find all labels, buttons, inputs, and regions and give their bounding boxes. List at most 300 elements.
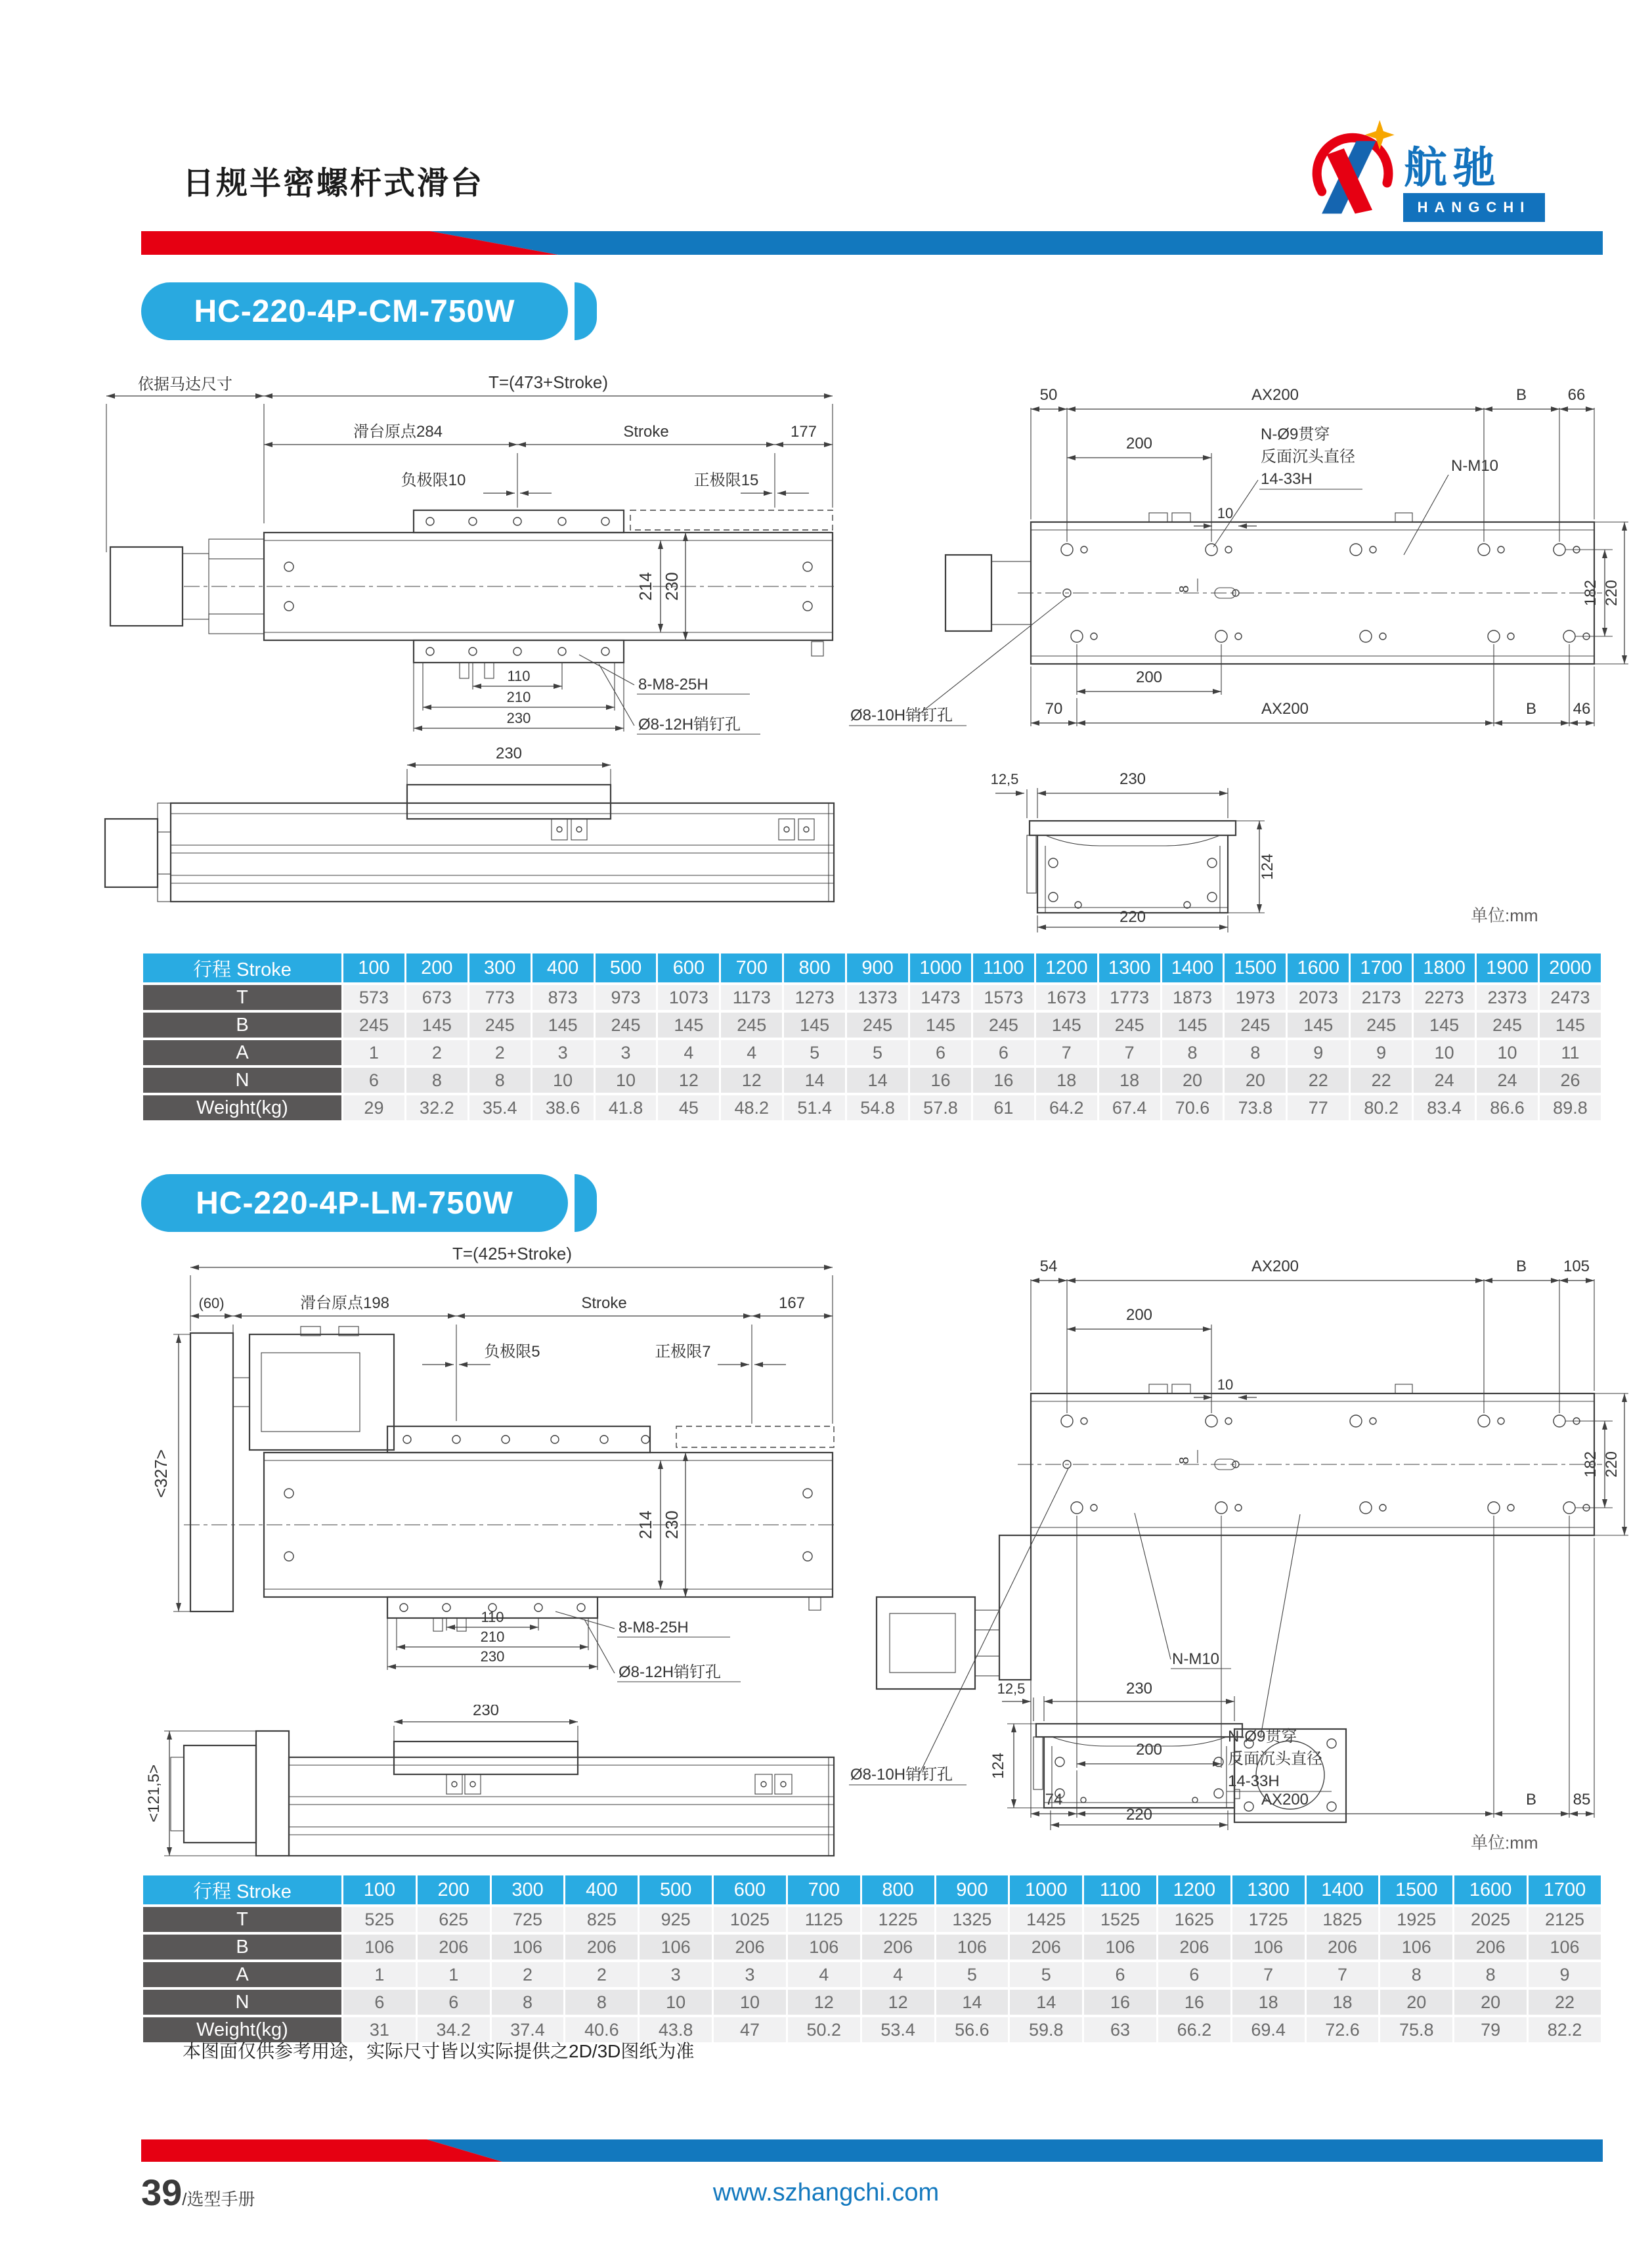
model-badge-lm-label: HC-220-4P-LM-750W: [141, 1174, 568, 1232]
spec-value: 1725: [1232, 1907, 1305, 1932]
spec-value: 2273: [1414, 985, 1475, 1010]
dim-width-214: 214: [636, 1510, 655, 1539]
stroke-column-header: 1400: [1307, 1875, 1379, 1904]
spec-value: 106: [343, 1935, 416, 1960]
spec-value: 245: [721, 1013, 782, 1038]
spec-value: 625: [418, 1907, 490, 1932]
spec-row-N: [143, 1990, 1601, 2015]
label-tap-holes: 8-M8-25H: [638, 676, 708, 693]
spec-value: 7: [1307, 1962, 1379, 1987]
row-label: B: [143, 1935, 341, 1960]
page-number: 39: [141, 2172, 183, 2213]
spec-value: 37.4: [492, 2017, 564, 2042]
spec-value: 11: [1540, 1040, 1601, 1065]
label-nm10: N-M10: [1172, 1650, 1220, 1668]
stroke-column-header: 700: [721, 953, 782, 982]
spec-value: 8: [565, 1990, 638, 2015]
dim-b-bottom: B: [1525, 700, 1537, 718]
dim-110: 110: [481, 1609, 504, 1625]
stroke-column-header: 1000: [910, 953, 971, 982]
spec-value: 145: [1036, 1013, 1097, 1038]
label-pin-hole-12h: Ø8-12H销钉孔: [638, 716, 741, 734]
spec-value: 14: [784, 1068, 845, 1093]
stroke-column-header: 2000: [1540, 953, 1601, 982]
dim-end-clearance: 167: [778, 1294, 806, 1312]
spec-value: 2173: [1351, 985, 1412, 1010]
spec-value: 206: [1307, 1935, 1379, 1960]
spec-value: 145: [784, 1013, 845, 1038]
spec-value: 1925: [1380, 1907, 1452, 1932]
spec-value: 1525: [1084, 1907, 1156, 1932]
label-n9-line1: N-Ø9贯穿: [1228, 1728, 1297, 1745]
spec-value: 4: [788, 1962, 860, 1987]
stroke-column-header: 400: [565, 1875, 638, 1904]
stroke-column-header: 700: [788, 1875, 860, 1904]
spec-value: 145: [1414, 1013, 1475, 1038]
label-n9-line2: 反面沉头直径: [1228, 1750, 1322, 1768]
spec-value: 3: [533, 1040, 594, 1065]
stroke-column-header: 1800: [1414, 953, 1475, 982]
spec-value: 1573: [973, 985, 1034, 1010]
dim-edge-right: 66: [1567, 386, 1586, 404]
dim-pos-limit: 正极限15: [693, 471, 759, 489]
spec-value: 12: [862, 1990, 934, 2015]
stroke-column-header: 500: [596, 953, 657, 982]
stroke-column-header: 1500: [1380, 1875, 1452, 1904]
spec-value: 206: [714, 1935, 786, 1960]
spec-value: 10: [533, 1068, 594, 1093]
spec-value: 106: [492, 1935, 564, 1960]
dim-motor-note: 依据马达尺寸: [138, 376, 232, 393]
spec-value: 1425: [1010, 1907, 1082, 1932]
stroke-column-header: 1600: [1454, 1875, 1527, 1904]
spec-value: 6: [910, 1040, 971, 1065]
model-badge-lm: [141, 1174, 601, 1232]
spec-value: 72.6: [1307, 2017, 1379, 2042]
dim-bottom-left: 70: [1045, 700, 1063, 718]
spec-value: 63: [1084, 2017, 1156, 2042]
spec-value: 8: [406, 1068, 467, 1093]
stroke-column-header: 800: [862, 1875, 934, 1904]
spec-value: 67.4: [1099, 1095, 1160, 1120]
spec-value: 245: [1099, 1013, 1160, 1038]
row-label: Weight(kg): [143, 2017, 341, 2042]
spec-value: 825: [565, 1907, 638, 1932]
spec-value: 53.4: [862, 2017, 934, 2042]
spec-value: 14: [936, 1990, 1009, 2015]
spec-value: 12: [788, 1990, 860, 2015]
spec-value: 16: [1158, 1990, 1230, 2015]
stroke-column-header: 100: [343, 1875, 416, 1904]
spec-value: 54.8: [847, 1095, 908, 1120]
spec-value: 145: [1162, 1013, 1223, 1038]
spec-value: 6: [1084, 1962, 1156, 1987]
spec-value: 8: [492, 1990, 564, 2015]
spec-value: 2025: [1454, 1907, 1527, 1932]
dim-220: 220: [1603, 579, 1620, 607]
spec-value: 59.8: [1010, 2017, 1082, 2042]
spec-value: 47: [714, 2017, 786, 2042]
stroke-column-header: 600: [714, 1875, 786, 1904]
spec-value: 106: [788, 1935, 860, 1960]
spec-value: 1: [418, 1962, 490, 1987]
stroke-column-header: 900: [847, 953, 908, 982]
spec-value: 5: [1010, 1962, 1082, 1987]
spec-value: 2: [492, 1962, 564, 1987]
spec-value: 7: [1036, 1040, 1097, 1065]
spec-value: 2073: [1288, 985, 1349, 1010]
label-n9-line3: 14-33H: [1261, 470, 1313, 488]
spec-value: 245: [596, 1013, 657, 1038]
website-block: [0, 2179, 1652, 2207]
stroke-column-header: 600: [658, 953, 719, 982]
spec-value: 10: [1414, 1040, 1475, 1065]
spec-value: 1973: [1225, 985, 1286, 1010]
spec-value: 18: [1232, 1990, 1305, 2015]
stroke-column-header: 1300: [1099, 953, 1160, 982]
dim-top-230: 230: [1119, 770, 1146, 788]
spec-value: 206: [1010, 1935, 1082, 1960]
dim-230-bottom: 230: [506, 710, 531, 726]
spec-value: 1673: [1036, 985, 1097, 1010]
dim-base-220: 220: [1119, 908, 1146, 926]
spec-value: 245: [1225, 1013, 1286, 1038]
spec-row-N: [143, 1068, 1601, 1093]
spec-value: 245: [1477, 1013, 1538, 1038]
spec-value: 24: [1414, 1068, 1475, 1093]
spec-value: 50.2: [788, 2017, 860, 2042]
label-n9-line1: N-Ø9贯穿: [1261, 426, 1330, 443]
spec-value: 14: [1010, 1990, 1082, 2015]
row-label: A: [143, 1962, 341, 1987]
stroke-column-header: 1400: [1162, 953, 1223, 982]
dim-200-top: 200: [1125, 1306, 1153, 1324]
spec-value: 43.8: [640, 2017, 712, 2042]
spec-value: 32.2: [406, 1095, 467, 1120]
spec-value: 10: [596, 1068, 657, 1093]
dim-230-bottom: 230: [480, 1648, 505, 1665]
spec-value: 83.4: [1414, 1095, 1475, 1120]
spec-value: 82.2: [1529, 2017, 1601, 2042]
spec-value: 145: [533, 1013, 594, 1038]
dim-edge-left: 54: [1039, 1258, 1058, 1275]
spec-value: 64.2: [1036, 1095, 1097, 1120]
dim-height-124: 124: [989, 1752, 1007, 1780]
spec-value: 1325: [936, 1907, 1009, 1932]
stroke-column-header: 1600: [1288, 953, 1349, 982]
stroke-header: 行程 Stroke: [143, 953, 341, 982]
spec-value: 22: [1529, 1990, 1601, 2015]
lm-cross-section-drawing: [985, 1678, 1445, 1842]
dim-offset-12-5: 12,5: [997, 1680, 1026, 1697]
spec-row-A: [143, 1962, 1601, 1987]
spec-value: 6: [418, 1990, 490, 2015]
dim-offset-12-5: 12,5: [990, 771, 1019, 787]
badge-tail-icon: [575, 282, 597, 340]
dim-edge-left: 50: [1039, 386, 1058, 404]
dim-width-230: 230: [662, 572, 682, 601]
spec-value: 206: [418, 1935, 490, 1960]
dim-bottom-left: 74: [1045, 1791, 1063, 1808]
model-badge-cm: [141, 282, 601, 340]
spec-value: 873: [533, 985, 594, 1010]
dim-ax200-top: AX200: [1251, 386, 1299, 404]
spec-row-T: [143, 985, 1601, 1010]
dim-10: 10: [1217, 1376, 1234, 1393]
stroke-column-header: 1200: [1036, 953, 1097, 982]
spec-value: 206: [565, 1935, 638, 1960]
dim-ax200-bottom: AX200: [1261, 1791, 1309, 1808]
dim-width-230: 230: [662, 1510, 682, 1539]
spec-value: 206: [1454, 1935, 1527, 1960]
spec-value: 525: [343, 1907, 416, 1932]
label-tap-holes: 8-M8-25H: [619, 1619, 689, 1636]
row-label: N: [143, 1068, 341, 1093]
dim-origin: 滑台原点284: [353, 423, 443, 441]
spec-value: 3: [640, 1962, 712, 1987]
cm-side-view-drawing: [92, 745, 840, 936]
dim-width-214: 214: [636, 572, 655, 601]
lm-side-view-drawing: [92, 1705, 840, 1869]
logo-name-cn: 航驰: [1404, 143, 1501, 192]
spec-value: 4: [721, 1040, 782, 1065]
spec-value: 26: [1540, 1068, 1601, 1093]
dim-bottom-right: 85: [1573, 1791, 1591, 1808]
spec-value: 4: [862, 1962, 934, 1987]
spec-value: 925: [640, 1907, 712, 1932]
spec-value: 18: [1307, 1990, 1379, 2015]
dim-b-top: B: [1515, 1258, 1527, 1275]
cm-stroke-table: [141, 951, 1603, 1123]
dim-8: 8: [1177, 1457, 1192, 1464]
spec-value: 1773: [1099, 985, 1160, 1010]
spec-value: 2: [406, 1040, 467, 1065]
dim-total-length: T=(425+Stroke): [452, 1244, 573, 1263]
dim-200-bottom: 200: [1135, 668, 1163, 686]
spec-value: 9: [1529, 1962, 1601, 1987]
spec-value: 66.2: [1158, 2017, 1230, 2042]
stroke-column-header: 200: [418, 1875, 490, 1904]
spec-value: 6: [973, 1040, 1034, 1065]
dim-60: (60): [198, 1295, 225, 1311]
stroke-column-header: 1200: [1158, 1875, 1230, 1904]
row-label: T: [143, 1907, 341, 1932]
row-label: Weight(kg): [143, 1095, 341, 1120]
cm-hole-pattern-drawing: [840, 358, 1628, 735]
spec-value: 2125: [1529, 1907, 1601, 1932]
spec-value: 725: [492, 1907, 564, 1932]
spec-value: 20: [1380, 1990, 1452, 2015]
spec-value: 31: [343, 2017, 416, 2042]
spec-value: 106: [1529, 1935, 1601, 1960]
page-suffix: /选型手册: [182, 2189, 255, 2209]
dim-200-bottom: 200: [1135, 1741, 1163, 1759]
spec-value: 106: [1232, 1935, 1305, 1960]
logo: [1303, 113, 1553, 228]
spec-value: 245: [343, 1013, 404, 1038]
website-link[interactable]: www.szhangchi.com: [712, 2179, 940, 2206]
spec-value: 79: [1454, 2017, 1527, 2042]
model-badge-cm-label: HC-220-4P-CM-750W: [141, 282, 568, 340]
spec-value: 8: [1380, 1962, 1452, 1987]
stroke-column-header: 1900: [1477, 953, 1538, 982]
stroke-column-header: 100: [343, 953, 404, 982]
spec-value: 80.2: [1351, 1095, 1412, 1120]
spec-value: 8: [1225, 1040, 1286, 1065]
stroke-column-header: 1000: [1010, 1875, 1082, 1904]
logo-name-en: HANGCHI: [1403, 193, 1545, 222]
stroke-column-header: 300: [469, 953, 531, 982]
spec-value: 673: [406, 985, 467, 1010]
spec-value: 16: [973, 1068, 1034, 1093]
label-nm10: N-M10: [1451, 457, 1499, 475]
stroke-column-header: 200: [406, 953, 467, 982]
spec-value: 145: [1540, 1013, 1601, 1038]
spec-value: 106: [640, 1935, 712, 1960]
stroke-column-header: 400: [533, 953, 594, 982]
spec-value: 9: [1351, 1040, 1412, 1065]
spec-value: 3: [596, 1040, 657, 1065]
dim-220: 220: [1603, 1451, 1620, 1478]
dim-top-230: 230: [1125, 1680, 1153, 1698]
spec-value: 6: [1158, 1962, 1230, 1987]
spec-value: 1125: [788, 1907, 860, 1932]
spec-value: 2373: [1477, 985, 1538, 1010]
spec-value: 145: [1288, 1013, 1349, 1038]
spec-value: 5: [784, 1040, 845, 1065]
stroke-column-header: 1700: [1351, 953, 1412, 982]
dim-b-bottom: B: [1525, 1791, 1537, 1808]
spec-value: 12: [721, 1068, 782, 1093]
dim-b-top: B: [1515, 386, 1527, 404]
row-label: N: [143, 1990, 341, 2015]
spec-value: 973: [596, 985, 657, 1010]
dim-stroke: Stroke: [581, 1294, 627, 1312]
dim-neg-limit: 负极限5: [484, 1343, 540, 1361]
spec-value: 2473: [1540, 985, 1601, 1010]
dim-8: 8: [1177, 585, 1192, 593]
dim-200-top: 200: [1125, 435, 1153, 452]
spec-value: 45: [658, 1095, 719, 1120]
dim-ax200-bottom: AX200: [1261, 700, 1309, 718]
spec-value: 69.4: [1232, 2017, 1305, 2042]
spec-row-B: [143, 1013, 1601, 1038]
spec-value: 1873: [1162, 985, 1223, 1010]
spec-value: 145: [658, 1013, 719, 1038]
spec-value: 4: [658, 1040, 719, 1065]
dim-182: 182: [1582, 579, 1599, 607]
spec-value: 245: [973, 1013, 1034, 1038]
row-label: T: [143, 985, 341, 1010]
spec-value: 8: [1454, 1962, 1527, 1987]
spec-value: 1: [343, 1040, 404, 1065]
spec-value: 86.6: [1477, 1095, 1538, 1120]
spec-value: 73.8: [1225, 1095, 1286, 1120]
spec-value: 57.8: [910, 1095, 971, 1120]
spec-value: 1: [343, 1962, 416, 1987]
spec-value: 106: [1380, 1935, 1452, 1960]
spec-value: 2: [469, 1040, 531, 1065]
dim-182: 182: [1582, 1451, 1599, 1478]
spec-value: 773: [469, 985, 531, 1010]
spec-value: 9: [1288, 1040, 1349, 1065]
stroke-header: 行程 Stroke: [143, 1875, 341, 1904]
stroke-column-header: 800: [784, 953, 845, 982]
row-label: A: [143, 1040, 341, 1065]
spec-value: 20: [1454, 1990, 1527, 2015]
spec-value: 1273: [784, 985, 845, 1010]
spec-value: 20: [1162, 1068, 1223, 1093]
label-pin-hole-10h: Ø8-10H销钉孔: [850, 1766, 953, 1784]
spec-value: 70.6: [1162, 1095, 1223, 1120]
spec-value: 1073: [658, 985, 719, 1010]
lm-plan-view-drawing: [92, 1229, 840, 1689]
dim-210: 210: [506, 689, 531, 705]
page-title: 日规半密螺杆式滑台: [183, 166, 485, 201]
logo-emblem-icon: [1303, 113, 1402, 223]
spec-value: 12: [658, 1068, 719, 1093]
spec-row-A: [143, 1040, 1601, 1065]
spec-value: 75.8: [1380, 2017, 1452, 2042]
stroke-column-header: 900: [936, 1875, 1009, 1904]
spec-value: 16: [910, 1068, 971, 1093]
badge-tail-icon: [575, 1174, 597, 1232]
spec-value: 573: [343, 985, 404, 1010]
spec-value: 245: [847, 1013, 908, 1038]
spec-value: 89.8: [1540, 1095, 1601, 1120]
spec-value: 1225: [862, 1907, 934, 1932]
spec-value: 8: [469, 1068, 531, 1093]
spec-value: 51.4: [784, 1095, 845, 1120]
spec-value: 10: [1477, 1040, 1538, 1065]
label-n9-line3: 14-33H: [1228, 1772, 1280, 1790]
spec-value: 8: [1162, 1040, 1223, 1065]
dim-stroke: Stroke: [623, 423, 669, 441]
spec-value: 1625: [1158, 1907, 1230, 1932]
stroke-column-header: 1100: [1084, 1875, 1156, 1904]
cm-cross-section-drawing: [972, 755, 1287, 939]
spec-value: 245: [1351, 1013, 1412, 1038]
spec-value: 5: [936, 1962, 1009, 1987]
spec-row-B: [143, 1935, 1601, 1960]
spec-value: 245: [469, 1013, 531, 1038]
spec-value: 18: [1099, 1068, 1160, 1093]
dim-slider-230: 230: [472, 1705, 500, 1719]
label-pin-hole-10h: Ø8-10H销钉孔: [850, 707, 953, 724]
spec-value: 61: [973, 1095, 1034, 1120]
spec-value: 2: [565, 1962, 638, 1987]
disclaimer-note: 本图面仅供参考用途，实际尺寸皆以实际提供之2D/3D图纸为准: [183, 2041, 695, 2061]
dim-end-clearance: 177: [790, 423, 817, 441]
spec-value: 7: [1099, 1040, 1160, 1065]
spec-value: 1025: [714, 1907, 786, 1932]
stroke-column-header: 1100: [973, 953, 1034, 982]
dim-edge-right: 105: [1563, 1258, 1590, 1275]
lm-stroke-table: [141, 1873, 1603, 2045]
stroke-column-header: 300: [492, 1875, 564, 1904]
stroke-column-header: 1300: [1232, 1875, 1305, 1904]
spec-value: 34.2: [418, 2017, 490, 2042]
spec-value: 40.6: [565, 2017, 638, 2042]
spec-value: 1825: [1307, 1907, 1379, 1932]
spec-value: 6: [343, 1068, 404, 1093]
unit-note-cm: 单位:mm: [1471, 906, 1538, 925]
dim-pos-limit: 正极限7: [655, 1343, 711, 1361]
spec-value: 3: [714, 1962, 786, 1987]
spec-value: 1473: [910, 985, 971, 1010]
spec-value: 20: [1225, 1068, 1286, 1093]
spec-value: 1173: [721, 985, 782, 1010]
